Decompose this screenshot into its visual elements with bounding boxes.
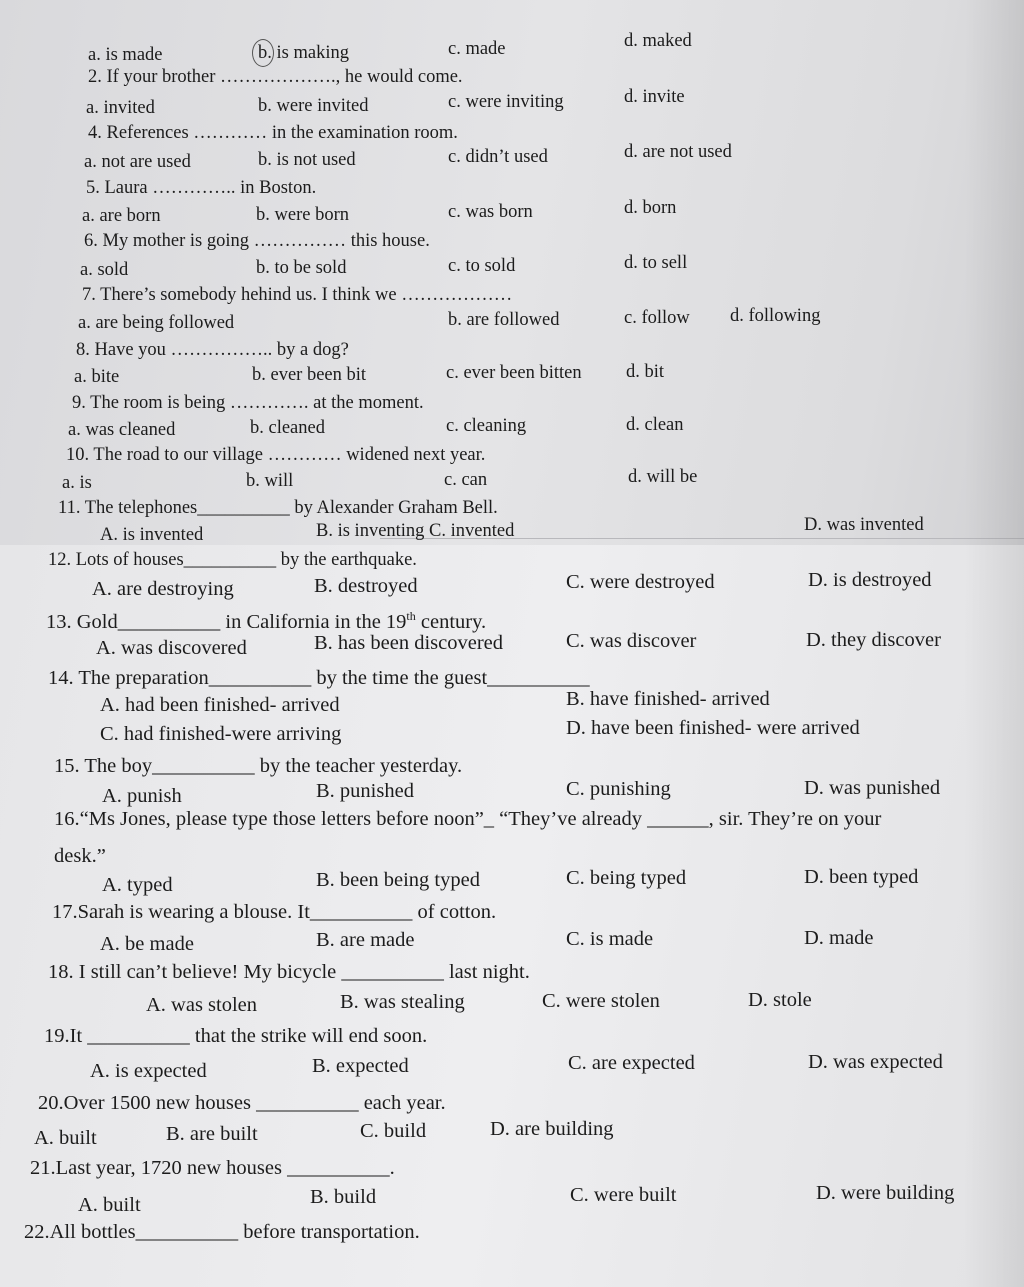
q1-option-c: c. made — [448, 39, 506, 59]
q5-option-c: c. was born — [448, 202, 533, 222]
q5-option-a: a. are born — [82, 206, 161, 226]
q14-option-c: C. had finished-were arriving — [100, 723, 342, 745]
q17-option-a: A. be made — [100, 933, 194, 955]
q8-option-b: b. ever been bit — [252, 365, 367, 385]
q11-stem: 11. The telephones__________ by Alexander Graham Bell. — [58, 498, 498, 518]
q13-stem-main: 13. Gold__________ in California in the 19 — [46, 610, 407, 633]
q1-option-d: d. maked — [624, 31, 692, 51]
q13-option-c: C. was discover — [566, 630, 697, 652]
q13-option-b: B. has been discovered — [314, 632, 503, 654]
q14-option-b: B. have finished- arrived — [566, 688, 770, 710]
q19-stem: 19.It __________ that the strike will end soon. — [44, 1025, 428, 1047]
q19-option-c: C. are expected — [568, 1052, 695, 1074]
q6-stem: 6. My mother is going …………… this house. — [84, 231, 430, 251]
q6-option-a: a. sold — [80, 260, 129, 280]
q7-stem: 7. There’s somebody hehind us. I think we ……………… — [82, 285, 513, 305]
q4-option-a: a. not are used — [84, 152, 191, 172]
q10-option-a: a. is — [62, 473, 92, 493]
q14-option-a: A. had been finished- arrived — [100, 694, 340, 716]
q2-stem: 2. If your brother ………………., he would come. — [88, 67, 463, 87]
q6-option-d: d. to sell — [624, 253, 688, 273]
q12-option-c: C. were destroyed — [566, 571, 715, 593]
q9-option-c: c. cleaning — [446, 416, 527, 436]
q14-option-d: D. have been finished- were arrived — [566, 717, 860, 739]
q18-option-b: B. was stealing — [340, 991, 465, 1013]
q10-option-d: d. will be — [628, 467, 698, 487]
q20-option-d: D. are building — [490, 1118, 614, 1140]
q4-stem: 4. References ………… in the examination room. — [88, 123, 458, 143]
q21-option-c: C. were built — [570, 1184, 677, 1206]
q7-option-d: d. following — [730, 306, 821, 326]
q7-option-a: a. are being followed — [78, 313, 235, 333]
q2-option-c: c. were inviting — [448, 92, 564, 112]
q16-stem-continued: desk.” — [54, 845, 106, 867]
q10-stem: 10. The road to our village ………… widened next year. — [66, 445, 486, 465]
q19-option-a: A. is expected — [90, 1060, 207, 1082]
q19-option-b: B. expected — [312, 1055, 409, 1077]
q8-stem: 8. Have you …………….. by a dog? — [76, 340, 349, 360]
q6-option-c: c. to sold — [448, 256, 516, 276]
q9-option-d: d. clean — [626, 415, 684, 435]
q6-option-b: b. to be sold — [256, 258, 347, 278]
q10-option-b: b. will — [246, 471, 294, 491]
q19-option-d: D. was expected — [808, 1051, 943, 1073]
q11-option-b-c: B. is inventing C. invented — [316, 521, 515, 541]
q12-option-b: B. destroyed — [314, 575, 418, 597]
q14-stem: 14. The preparation__________ by the time the guest__________ — [48, 667, 590, 689]
q15-option-b: B. punished — [316, 780, 414, 802]
q13-stem-end: century. — [420, 610, 487, 633]
q17-option-b: B. are made — [316, 929, 415, 951]
q16-option-a: A. typed — [102, 874, 173, 896]
q12-stem: 12. Lots of houses__________ by the earthquake. — [48, 550, 417, 570]
q18-option-d: D. stole — [748, 989, 812, 1011]
q12-option-d: D. is destroyed — [808, 569, 932, 591]
q9-option-b: b. cleaned — [250, 418, 325, 438]
q16-option-d: D. been typed — [804, 866, 919, 888]
q5-option-d: d. born — [624, 198, 677, 218]
q9-option-a: a. was cleaned — [68, 420, 176, 440]
q16-option-c: C. being typed — [566, 867, 687, 889]
q21-option-a: A. built — [78, 1194, 141, 1216]
q15-option-c: C. punishing — [566, 778, 671, 800]
q5-stem: 5. Laura ………….. in Boston. — [86, 178, 317, 198]
q4-option-c: c. didn’t used — [448, 147, 548, 167]
q7-option-b: b. are followed — [448, 310, 560, 330]
q9-stem: 9. The room is being …………. at the moment. — [72, 393, 424, 413]
q8-option-a: a. bite — [74, 367, 120, 387]
q20-option-c: C. build — [360, 1120, 427, 1142]
q17-stem: 17.Sarah is wearing a blouse. It__________ of cotton. — [52, 901, 497, 923]
q17-option-d: D. made — [804, 927, 874, 949]
q8-option-c: c. ever been bitten — [446, 363, 582, 383]
q16-stem: 16.“Ms Jones, please type those letters before noon”_ “They’ve already ______, sir. They’re on your — [54, 808, 882, 830]
q16-option-b: B. been being typed — [316, 869, 480, 891]
q20-stem: 20.Over 1500 new houses __________ each year. — [38, 1092, 446, 1114]
q21-option-b: B. build — [310, 1186, 377, 1208]
q7-option-c: c. follow — [624, 308, 690, 328]
q18-option-a: A. was stolen — [146, 994, 258, 1016]
q4-option-b: b. is not used — [258, 150, 356, 170]
q18-stem: 18. I still can’t believe! My bicycle __________ last night. — [48, 961, 530, 983]
q13-option-a: A. was discovered — [96, 637, 247, 659]
q13-option-d: D. they discover — [806, 629, 941, 651]
q22-stem: 22.All bottles__________ before transportation. — [24, 1221, 420, 1243]
q18-option-c: C. were stolen — [542, 990, 660, 1012]
q5-option-b: b. were born — [256, 205, 349, 225]
q20-option-b: B. are built — [166, 1123, 258, 1145]
q2-option-d: d. invite — [624, 87, 685, 107]
q2-option-a: a. invited — [86, 98, 155, 118]
q4-option-d: d. are not used — [624, 142, 732, 162]
q21-stem: 21.Last year, 1720 new houses __________. — [30, 1157, 395, 1179]
q11-option-a: A. is invented — [100, 525, 204, 545]
q15-option-a: A. punish — [102, 785, 182, 807]
q12-option-a: A. are destroying — [92, 578, 234, 600]
q2-option-b: b. were invited — [258, 96, 369, 116]
q15-option-d: D. was punished — [804, 777, 941, 799]
q1-option-a: a. is made — [88, 45, 163, 65]
q10-option-c: c. can — [444, 470, 488, 490]
q13-stem — [46, 610, 486, 632]
q17-option-c: C. is made — [566, 928, 654, 950]
q1-option-b: b. is making — [258, 43, 349, 63]
q15-stem: 15. The boy__________ by the teacher yesterday. — [54, 755, 463, 777]
q20-option-a: A. built — [34, 1127, 97, 1149]
q13-superscript: th — [406, 609, 416, 623]
q21-option-d: D. were building — [816, 1182, 955, 1204]
q8-option-d: d. bit — [626, 362, 665, 382]
q11-option-d: D. was invented — [804, 515, 924, 535]
